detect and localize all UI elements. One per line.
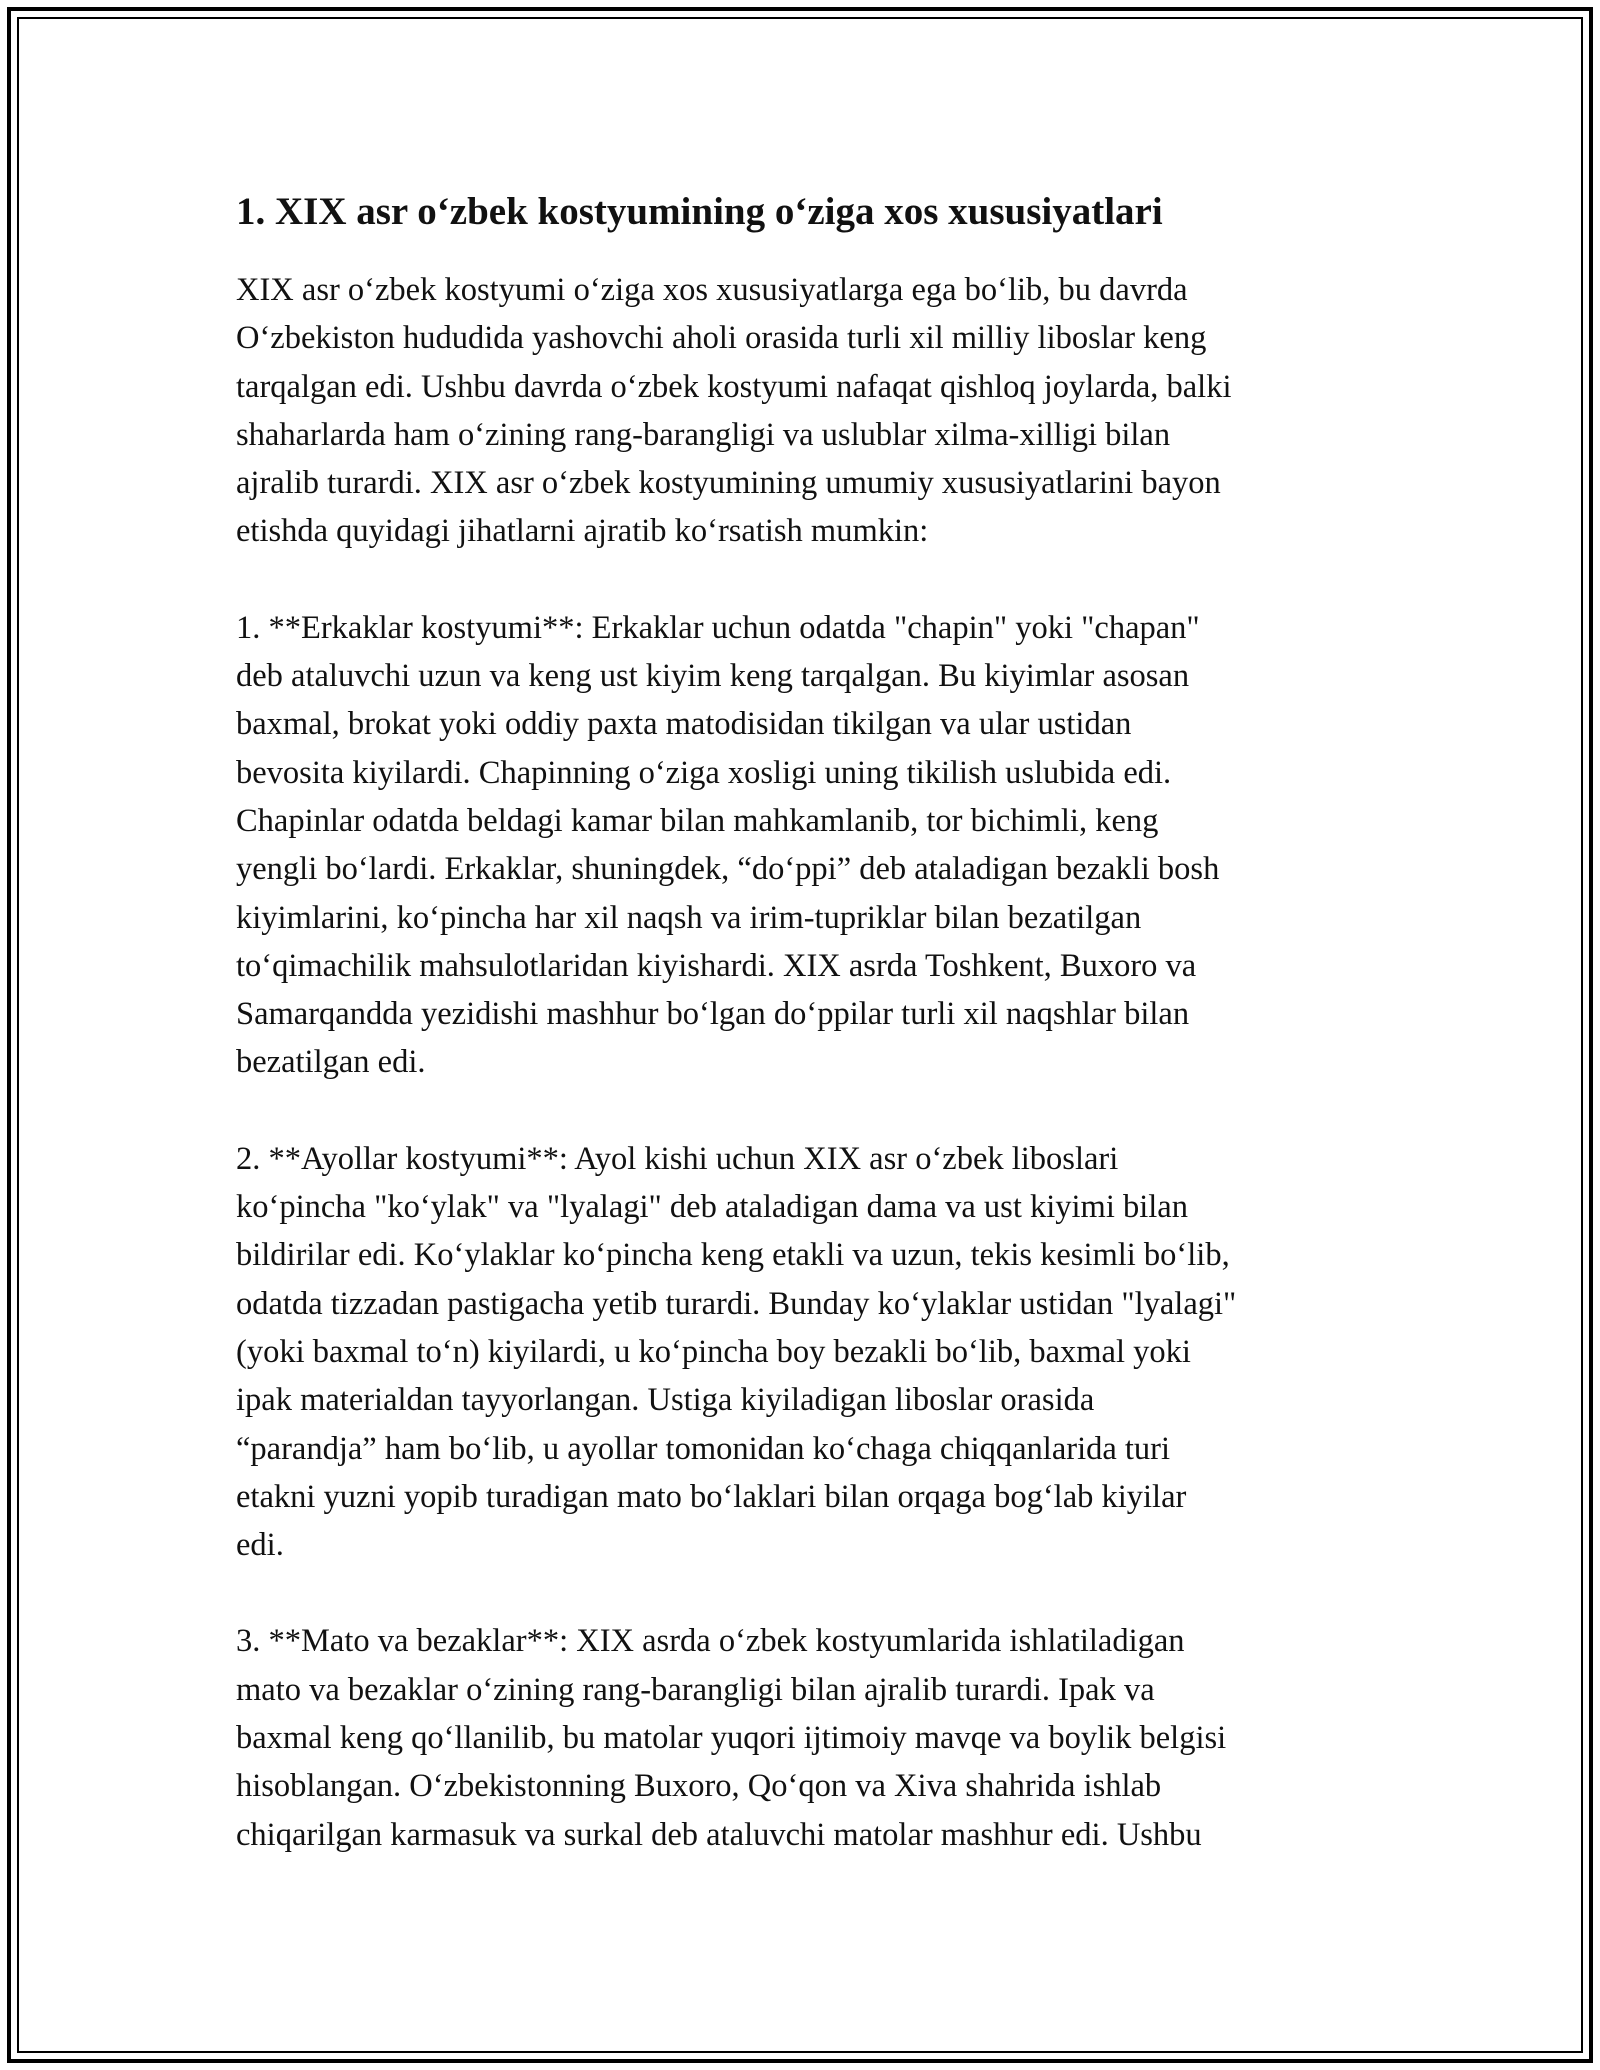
paragraph-men-costume: 1. **Erkaklar kostyumi**: Erkaklar uchun odatda "chapin" yoki "chapan" deb ataluvchi uzun va keng ust kiyim keng tarqalgan. Bu kiyimlar asosan baxmal, brokat yoki oddiy paxta matodisidan tikilgan va ular ustidan bevosita kiyilardi. Chapinning o‘ziga xosligi uning tikilish uslubida edi. Chapinlar odatda beldagi kamar bilan mahkamlanib, tor bichimli, keng yengli bo‘lardi. Erkaklar, shuningdek, “do‘ppi” deb ataladigan bezakli bosh kiyimlarini, ko‘pincha har xil naqsh va irim-tupriklar bilan bezatilgan to‘qimachilik mahsulotlaridan kiyishardi. XIX asrda Toshkent, Buxoro va Samarqandda yezidishi mashhur bo‘lgan do‘ppilar turli xil naqshlar bilan bezatilgan edi. [236,609,1220,1081]
paragraph-fabric-decor: 3. **Mato va bezaklar**: XIX asrda o‘zbek kostyumlarida ishlatiladigan mato va bezaklar o‘zining rang-barangligi bilan ajralib turardi. Ipak va baxmal keng qo‘llanilib, bu matolar yuqori ijtimoiy mavqe va boylik belgisi hisoblangan. O‘zbekistonning Buxoro, Qo‘qon va Xiva shahrida ishlab chiqarilgan karmasuk va surkal deb ataluvchi matolar mashhur edi. Ushbu [236,1623,1227,1853]
document-body [236,186,1376,1907]
intro-paragraph: XIX asr o‘zbek kostyumi o‘ziga xos xususiyatlarga ega bo‘lib, bu davrda O‘zbekiston hududida yashovchi aholi orasida turli xil milliy liboslar keng tarqalgan edi. Ushbu davrda o‘zbek kostyumi nafaqat qishloq joylarda, balki shaharlarda ham o‘zining rang-barangligi va uslublar xilma-xilligi bilan ajralib turardi. XIX asr o‘zbek kostyumining umumiy xususiyatlarini bayon etishda quyidagi jihatlarni ajratib ko‘rsatish mumkin: [236,272,1232,550]
paragraph-women-costume: 2. **Ayollar kostyumi**: Ayol kishi uchun XIX asr o‘zbek liboslari ko‘pincha "ko‘ylak" va "lyalagi" deb ataladigan dama va ust kiyimi bilan bildirilar edi. Ko‘ylaklar ko‘pincha keng etakli va uzun, tekis kesimli bo‘lib, odatda tizzadan pastigacha yetib turardi. Bunday ko‘ylaklar ustidan "lyalagi" (yoki baxmal to‘n) kiyilardi, u ko‘pincha boy bezakli bo‘lib, baxmal yoki ipak materialdan tayyorlangan. Ustiga kiyiladigan liboslar orasida “parandja” ham bo‘lib, u ayollar tomonidan ko‘chaga chiqqanlarida turi etakni yuzni yopib turadigan mato bo‘laklari bilan orqaga bog‘lab kiyilar edi. [236,1140,1237,1564]
section-heading: 1. XIX asr o‘zbek kostyumining o‘ziga xos xususiyatlari [236,190,1163,233]
